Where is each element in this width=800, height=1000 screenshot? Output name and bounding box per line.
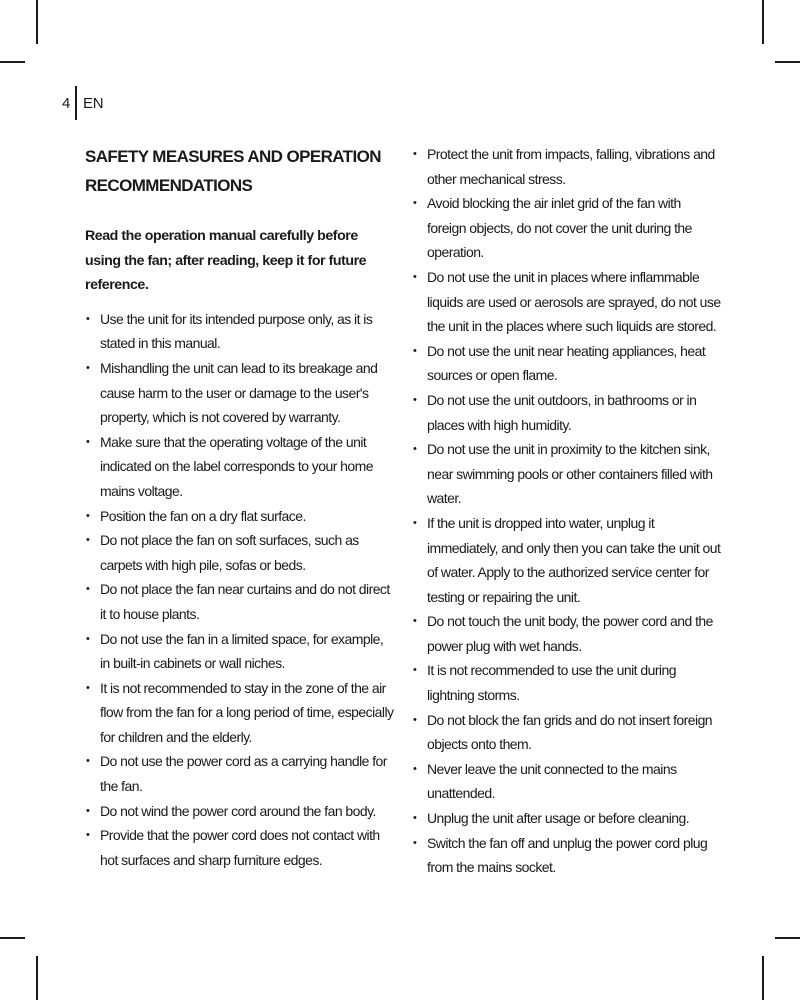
header-separator: [75, 86, 77, 120]
list-item-text: Do not wind the power cord around the fan body.: [100, 802, 376, 819]
safety-list-left: [85, 307, 395, 873]
crop-mark-bottom-right-horizontal: [775, 937, 800, 939]
list-item-text: Do not use the unit in proximity to the kitchen sink, near swimming pools or other containers filled with water.: [427, 441, 713, 507]
list-item: [85, 823, 395, 872]
bullet-icon: •: [86, 632, 90, 645]
section-title-line-1: SAFETY MEASURES AND OPERATION: [85, 147, 381, 166]
list-item: [85, 307, 395, 356]
crop-mark-bottom-right-vertical: [762, 956, 764, 1000]
list-item: [412, 142, 722, 191]
language-code: EN: [83, 94, 104, 112]
bullet-icon: •: [86, 681, 90, 694]
list-item: [412, 191, 722, 265]
list-item-text: Avoid blocking the air inlet grid of the fan with foreign objects, do not cover the unit during the operation.: [427, 195, 692, 261]
list-item: [412, 609, 722, 658]
list-item-text: Protect the unit from impacts, falling, vibrations and other mechanical stress.: [427, 146, 715, 187]
bullet-icon: •: [413, 344, 417, 357]
left-column: [85, 142, 395, 872]
list-item-text: Do not use the unit outdoors, in bathrooms or in places with high humidity.: [427, 391, 697, 433]
bullet-icon: •: [413, 615, 417, 628]
list-item: [85, 504, 395, 529]
list-item-text: Provide that the power cord does not contact with hot surfaces and sharp furniture edges.: [100, 827, 380, 868]
list-item: [412, 757, 722, 806]
bullet-icon: •: [86, 509, 90, 522]
list-item: [412, 339, 722, 388]
list-item: [412, 831, 722, 880]
list-item: [412, 265, 722, 339]
list-item: [85, 627, 395, 676]
bullet-icon: •: [413, 664, 417, 677]
bullet-icon: •: [86, 755, 90, 768]
list-item-text: Do not block the fan grids and do not insert foreign objects onto them.: [427, 711, 713, 753]
crop-mark-top-right-horizontal: [775, 61, 800, 63]
crop-mark-bottom-left-horizontal: [0, 937, 25, 939]
bullet-icon: •: [86, 804, 90, 817]
list-item-text: Do not use the fan in a limited space, for example, in built-in cabinets or wall niches.: [100, 630, 384, 672]
safety-list-right: [412, 142, 722, 880]
list-item: [85, 799, 395, 824]
list-item: [412, 806, 722, 831]
page-number: 4: [62, 94, 71, 112]
bullet-icon: •: [413, 443, 417, 456]
list-item: [412, 437, 722, 511]
bullet-icon: •: [86, 312, 90, 325]
bullet-icon: •: [413, 197, 417, 210]
bullet-icon: •: [86, 534, 90, 547]
list-item: [85, 749, 395, 798]
list-item-text: Do not place the fan on soft surfaces, such as carpets with high pile, sofas or beds.: [100, 532, 359, 573]
list-item-text: Switch the fan off and unplug the power cord plug from the mains socket.: [427, 834, 708, 876]
list-item: [85, 430, 395, 504]
list-item-text: Do not use the unit in places where inflammable liquids are used or aerosols are sprayed, do not use the unit in the places where such liquids are stored.: [427, 268, 721, 335]
crop-mark-bottom-left-vertical: [36, 956, 38, 1000]
crop-mark-top-left-horizontal: [0, 61, 25, 63]
bullet-icon: •: [413, 270, 417, 283]
bullet-icon: •: [413, 812, 417, 825]
list-item: [85, 528, 395, 577]
crop-mark-top-left-vertical: [36, 0, 38, 44]
bullet-icon: •: [413, 148, 417, 160]
list-item-text: Do not place the fan near curtains and do not direct it to house plants.: [100, 581, 390, 622]
bullet-icon: •: [86, 435, 90, 448]
intro-paragraph: Read the operation manual carefully before using the fan; after reading, keep it for future reference.: [85, 228, 367, 294]
list-item-text: It is not recommended to use the unit during lightning storms.: [427, 662, 676, 704]
bullet-icon: •: [413, 516, 417, 529]
list-item-text: Never leave the unit connected to the mains unattended.: [427, 760, 677, 802]
list-item: [412, 658, 722, 707]
list-item-text: Do not touch the unit body, the power cord and the power plug with wet hands.: [427, 613, 713, 654]
section-title: [85, 142, 395, 200]
section-title-line-2: RECOMMENDATIONS: [85, 176, 253, 195]
bullet-icon: •: [86, 583, 90, 596]
list-item-text: Do not use the power cord as a carrying handle for the fan.: [100, 753, 387, 795]
page-header: [62, 86, 103, 120]
list-item: [412, 708, 722, 757]
list-item: [85, 356, 395, 430]
list-item: [412, 388, 722, 437]
list-item: [85, 577, 395, 626]
list-item-text: If the unit is dropped into water, unplug it immediately, and only then you can take the unit out of water. Apply to the authorized service center for testing or repairing the unit.: [427, 514, 721, 605]
bullet-icon: •: [413, 713, 417, 726]
list-item-text: Position the fan on a dry flat surface.: [100, 507, 306, 524]
list-item-text: Make sure that the operating voltage of the unit indicated on the label corresponds to your home mains voltage.: [100, 433, 374, 499]
list-item-text: Mishandling the unit can lead to its breakage and cause harm to the user or damage to the user's property, which is not covered by warranty.: [100, 359, 378, 426]
list-item-text: It is not recommended to stay in the zone of the air flow from the fan for a long period of time, especially for children and the elderly.: [100, 679, 394, 745]
list-item-text: Do not use the unit near heating appliances, heat sources or open flame.: [427, 342, 706, 384]
list-item: [412, 511, 722, 609]
bullet-icon: •: [413, 393, 417, 406]
bullet-icon: •: [413, 762, 417, 775]
list-item: [85, 676, 395, 750]
bullet-icon: •: [86, 829, 90, 842]
crop-mark-top-right-vertical: [762, 0, 764, 44]
right-column: [412, 142, 722, 880]
bullet-icon: •: [413, 836, 417, 849]
list-item-text: Unplug the unit after usage or before cleaning.: [427, 810, 690, 827]
list-item-text: Use the unit for its intended purpose only, as it is stated in this manual.: [100, 310, 373, 352]
bullet-icon: •: [86, 361, 90, 374]
